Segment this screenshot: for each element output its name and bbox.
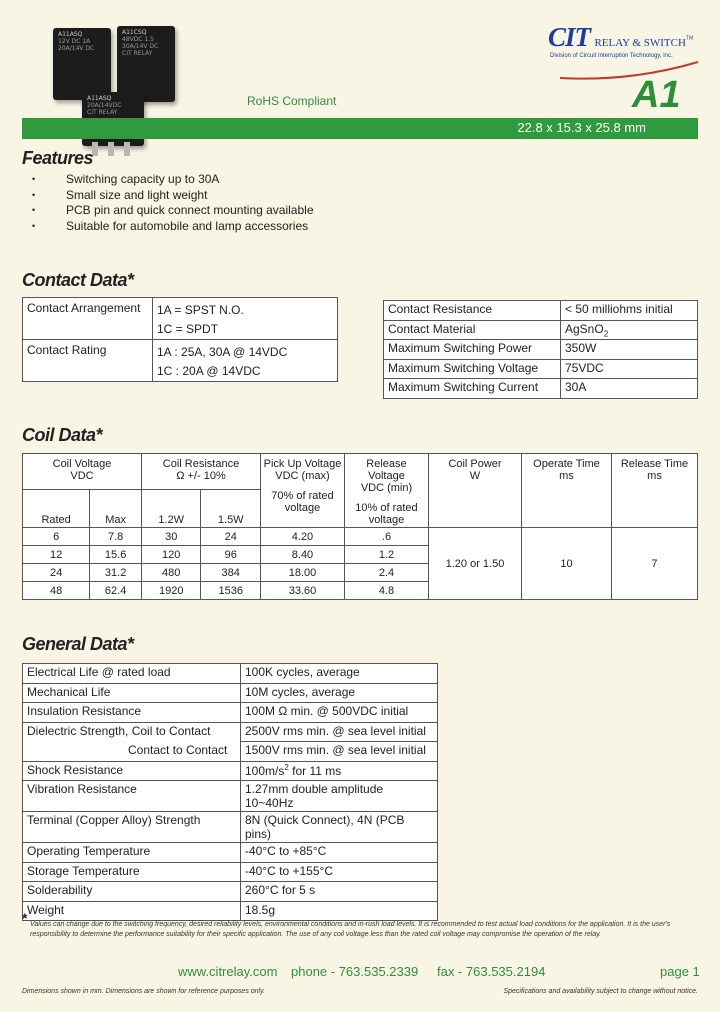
contact-value: 1A = SPST N.O.: [157, 303, 244, 317]
header-text: Release Voltage: [366, 458, 407, 482]
features-heading: Features: [22, 148, 94, 168]
spec-value: 260°C for 5 s: [241, 882, 438, 902]
contact-values: [153, 298, 338, 340]
contact-value: 1C : 20A @ 14VDC: [157, 364, 261, 378]
cell: 4.20: [260, 528, 344, 546]
table-row: [384, 379, 698, 399]
spec-value: [561, 320, 698, 340]
cell: .6: [344, 528, 428, 546]
spec-label: Shock Resistance: [23, 761, 241, 781]
table-row: [23, 528, 698, 546]
spec-label: Contact Material: [384, 320, 561, 340]
relay-label-1: A11ASQ: [58, 31, 83, 38]
logo-relay-text: RELAY & SWITCH: [594, 37, 686, 49]
dimensions-text: 22.8 x 15.3 x 25.8 mm: [517, 120, 646, 135]
header-text: Pick Up Voltage: [263, 458, 342, 470]
header-text: Release Time: [620, 458, 689, 470]
table-row: [23, 683, 438, 703]
general-data-heading: General Data*: [22, 634, 134, 654]
logo-cit-text: CIT: [548, 22, 591, 52]
pickup-header: [260, 454, 344, 528]
spec-value: 8N (Quick Connect), 4N (PCB pins): [241, 812, 438, 843]
spec-label: Storage Temperature: [23, 862, 241, 882]
relay-photo-2: A11CSQ 48VDC 1.5 30A/14V DC CIT RELAY: [117, 26, 175, 102]
spec-value-text: AgSnO: [565, 321, 604, 336]
table-row: [23, 722, 438, 742]
spec-value: [241, 761, 438, 781]
spec-value: -40°C to +85°C: [241, 843, 438, 863]
contact-label: Contact Rating: [23, 340, 153, 382]
spec-value: 1500V rms min. @ sea level initial: [241, 742, 438, 762]
cell: 30: [141, 528, 201, 546]
cell: 7.8: [90, 528, 142, 546]
spec-label: Contact to Contact: [23, 742, 241, 762]
coil-resistance-header: [141, 454, 260, 490]
subheader-1-5w: 1.5W: [201, 490, 261, 528]
release-voltage-header: [344, 454, 428, 528]
cell: 33.60: [260, 582, 344, 600]
release-time-header: [611, 454, 697, 528]
subheader-rated: Rated: [23, 490, 90, 528]
table-row: [23, 742, 438, 762]
table-row: [23, 298, 338, 340]
fax-number: fax - 763.535.2194: [437, 964, 546, 979]
phone-number: phone - 763.535.2339: [291, 964, 419, 979]
logo-subtitle: Division of Circuit Interruption Technology, Inc.: [550, 53, 673, 59]
table-row: [23, 812, 438, 843]
coil-power-header: [428, 454, 521, 528]
table-row: [23, 761, 438, 781]
header-text: Coil Resistance: [162, 458, 240, 470]
table-row: [384, 340, 698, 360]
spec-label: Solderability: [23, 882, 241, 902]
spec-label: Maximum Switching Current: [384, 379, 561, 399]
dimensions-note: Dimensions shown in mm. Dimensions are shown for reference purposes only.: [22, 988, 266, 995]
operate-time-value: 10: [521, 528, 611, 600]
cell: 1536: [201, 582, 261, 600]
page-number: page 1: [660, 964, 700, 979]
cell: 6: [23, 528, 90, 546]
cell: 12: [23, 546, 90, 564]
footnote-text: Values can change due to the switching frequency, desired reliability levels, environmental conditions and in-rush load levels. It is recommended to test actual load conditions for the application. It is the user's responsibility to determine the performance suitability for their specific application. The use of any coil voltage less than the rated coil voltage may compromise the operation of the relay.: [30, 921, 671, 938]
contact-value: 1C = SPDT: [157, 322, 219, 336]
spec-label: Dielectric Strength, Coil to Contact: [23, 722, 241, 742]
operate-time-header: [521, 454, 611, 528]
footnote-asterisk: *: [22, 910, 28, 926]
spec-label: Maximum Switching Power: [384, 340, 561, 360]
table-row: [23, 664, 438, 684]
header-text: Coil Voltage: [52, 458, 112, 470]
table-row: [23, 843, 438, 863]
spec-label: Operating Temperature: [23, 843, 241, 863]
header-text: Operate Time: [533, 458, 600, 470]
company-logo: [548, 22, 693, 53]
cell: 48: [23, 582, 90, 600]
cell: 1920: [141, 582, 201, 600]
relay-photo-3: A11ASQ 20A/14VDC CIT RELAY: [82, 92, 144, 146]
relay-label-2: A11CSQ: [122, 29, 147, 36]
contact-label: Contact Arrangement: [23, 298, 153, 340]
spec-label: Insulation Resistance: [23, 703, 241, 723]
spec-value-suffix: for 11 ms: [288, 763, 342, 778]
cell: 480: [141, 564, 201, 582]
header-note: 70% of rated voltage: [271, 490, 334, 514]
spec-value-sup: 2: [284, 762, 289, 772]
header-unit: VDC (min): [360, 482, 413, 494]
subheader-max: Max: [90, 490, 142, 528]
spec-value: 350W: [561, 340, 698, 360]
spec-value-sub: 2: [603, 328, 609, 338]
release-time-value: 7: [611, 528, 697, 600]
feature-item: • Small size and light weight: [22, 188, 314, 204]
cell: 15.6: [90, 546, 142, 564]
cell: 384: [201, 564, 261, 582]
spec-label: Vibration Resistance: [23, 781, 241, 812]
cell: 31.2: [90, 564, 142, 582]
spec-value: 100K cycles, average: [241, 664, 438, 684]
table-row: [23, 781, 438, 812]
product-name: A1: [632, 74, 681, 116]
table-row: [384, 359, 698, 379]
header-unit: W: [469, 470, 481, 482]
cell: 24: [201, 528, 261, 546]
spec-value: 75VDC: [561, 359, 698, 379]
feature-item: • Suitable for automobile and lamp accessories: [22, 219, 314, 235]
cell: 24: [23, 564, 90, 582]
spec-label: Electrical Life @ rated load: [23, 664, 241, 684]
table-row: [23, 862, 438, 882]
table-row: [23, 901, 438, 921]
header-text: Coil Power: [448, 458, 502, 470]
cell: 62.4: [90, 582, 142, 600]
spec-value: 30A: [561, 379, 698, 399]
header-unit: VDC: [70, 470, 94, 482]
header-unit: ms: [559, 470, 574, 482]
cell: 8.40: [260, 546, 344, 564]
features-list: [22, 172, 314, 234]
table-row: [384, 320, 698, 340]
relay-photo-1: A11ASQ 12V DC 1A 20A/14V DC: [53, 28, 111, 100]
spec-label: Contact Resistance: [384, 301, 561, 321]
spec-value-text: 100m/s: [245, 763, 285, 778]
cell: 1.2: [344, 546, 428, 564]
table-row: [23, 882, 438, 902]
specifications-note: Specifications and availability subject to change without notice.: [503, 988, 698, 995]
website-link[interactable]: www.citrelay.com: [178, 964, 278, 979]
contact-values: [153, 340, 338, 382]
contact-data-heading: Contact Data*: [22, 270, 134, 290]
cell: 18.00: [260, 564, 344, 582]
cell: 2.4: [344, 564, 428, 582]
header-note: 10% of rated voltage: [355, 502, 418, 526]
feature-item: • Switching capacity up to 30A: [22, 172, 314, 188]
contact-value: 1A : 25A, 30A @ 14VDC: [157, 345, 288, 359]
table-row: [384, 301, 698, 321]
cell: 96: [201, 546, 261, 564]
spec-value: 2500V rms min. @ sea level initial: [241, 722, 438, 742]
general-data-table: [22, 663, 438, 921]
spec-value: -40°C to +155°C: [241, 862, 438, 882]
relay-label-3: A11ASQ: [87, 95, 112, 102]
coil-data-table: [22, 453, 698, 600]
feature-item: • PCB pin and quick connect mounting available: [22, 203, 314, 219]
coil-voltage-header: [23, 454, 142, 490]
contact-specs-table: [383, 300, 698, 399]
spec-label: Maximum Switching Voltage: [384, 359, 561, 379]
spec-value: 10M cycles, average: [241, 683, 438, 703]
spec-label: Weight: [23, 901, 241, 921]
spec-value: 18.5g: [241, 901, 438, 921]
coil-data-heading: Coil Data*: [22, 425, 103, 445]
spec-label: Terminal (Copper Alloy) Strength: [23, 812, 241, 843]
subheader-1-2w: 1.2W: [141, 490, 201, 528]
cell: 4.8: [344, 582, 428, 600]
dimension-bar: [22, 118, 698, 139]
table-row: [23, 454, 698, 490]
logo-tm: TM: [685, 35, 694, 42]
coil-power-value: 1.20 or 1.50: [428, 528, 521, 600]
spec-value: 100M Ω min. @ 500VDC initial: [241, 703, 438, 723]
header-unit: ms: [647, 470, 662, 482]
header-unit: Ω +/- 10%: [176, 470, 226, 482]
table-row: [23, 340, 338, 382]
rohs-label: RoHS Compliant: [247, 94, 337, 108]
table-row: [23, 703, 438, 723]
spec-value: < 50 milliohms initial: [561, 301, 698, 321]
spec-label: Mechanical Life: [23, 683, 241, 703]
spec-value: 1.27mm double amplitude 10~40Hz: [241, 781, 438, 812]
header-unit: VDC (max): [275, 470, 330, 482]
cell: 120: [141, 546, 201, 564]
contact-arrangement-table: [22, 297, 338, 382]
